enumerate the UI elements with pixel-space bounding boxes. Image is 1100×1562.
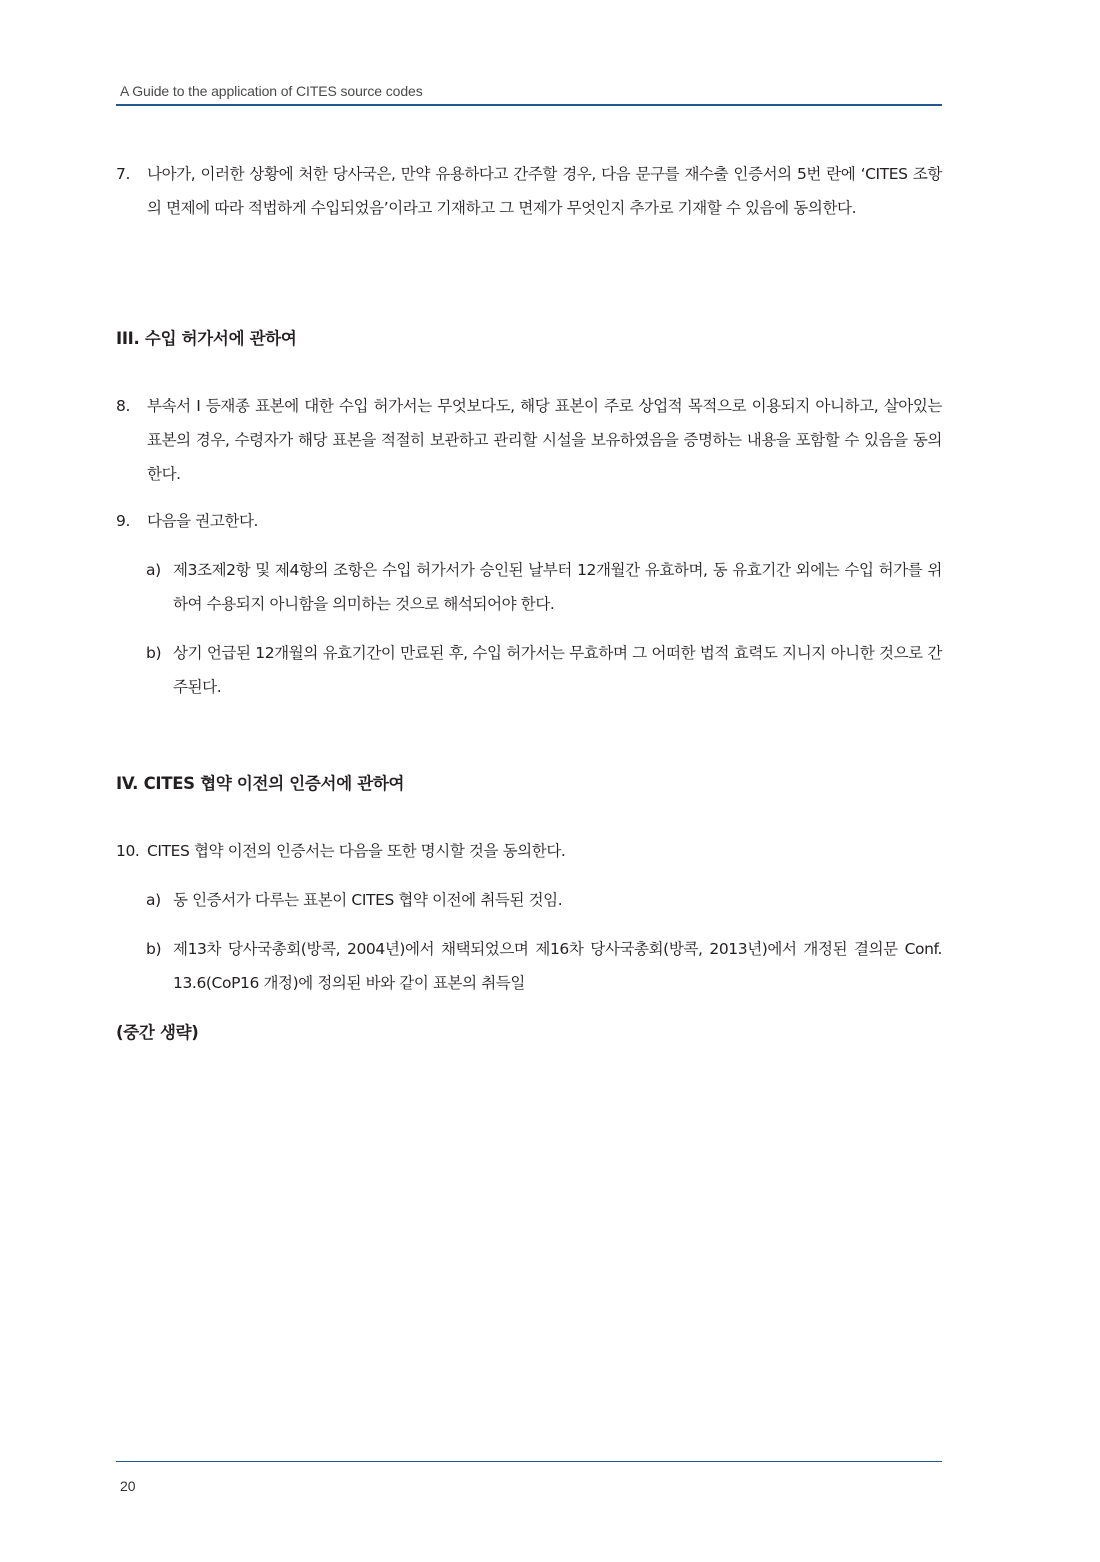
section-heading-iv: IV. CITES 협약 이전의 인증서에 관하여	[116, 774, 405, 793]
paragraph-text: 다음을 권고한다.	[147, 512, 259, 530]
paragraph-10	[116, 834, 942, 868]
paragraph-number: 9.	[116, 512, 130, 530]
omitted-note: (중간 생략)	[116, 1023, 199, 1042]
list-item-label: a)	[146, 891, 161, 909]
list-item-9b	[146, 636, 942, 704]
section-heading-iii: III. 수입 허가서에 관하여	[116, 329, 297, 348]
list-item-10a	[146, 883, 942, 917]
paragraph-number: 8.	[116, 397, 130, 415]
paragraph-8	[116, 389, 942, 491]
paragraph-number: 10.	[116, 842, 140, 860]
list-item-label: b)	[146, 644, 162, 662]
paragraph-text: 나아가, 이러한 상황에 처한 당사국은, 만약 유용하다고 간주할 경우, 다음 문구를 재수출 인증서의 5번 란에 ‘CITES 조항의 면제에 따라 적법하게 수입되었음’이라고 기재하고 그 면제가 무엇인지 추가로 기재할 수 있음에 동의한다.	[147, 165, 942, 217]
page-number: 20	[120, 1478, 136, 1494]
list-item-9a	[146, 553, 942, 621]
header-rule	[116, 104, 942, 106]
list-item-label: a)	[146, 561, 161, 579]
list-item-text: 제3조제2항 및 제4항의 조항은 수입 허가서가 승인된 날부터 12개월간 유효하며, 동 유효기간 외에는 수입 허가를 위하여 수용되지 아니함을 의미하는 것으로 해석되어야 한다.	[173, 561, 942, 613]
list-item-label: b)	[146, 940, 162, 958]
paragraph-text: 부속서 I 등재종 표본에 대한 수입 허가서는 무엇보다도, 해당 표본이 주로 상업적 목적으로 이용되지 아니하고, 살아있는 표본의 경우, 수령자가 해당 표본을 적절히 보관하고 관리할 시설을 보유하였음을 증명하는 내용을 포함할 수 있음을 동의한다.	[147, 397, 942, 483]
paragraph-7	[116, 157, 942, 225]
running-header: A Guide to the application of CITES source codes	[120, 83, 423, 99]
paragraph-9	[116, 504, 942, 538]
list-item-text: 동 인증서가 다루는 표본이 CITES 협약 이전에 취득된 것임.	[173, 891, 563, 909]
list-item-10b	[146, 932, 942, 1000]
footer-rule	[116, 1461, 942, 1462]
paragraph-number: 7.	[116, 165, 130, 183]
list-item-text: 제13차 당사국총회(방콕, 2004년)에서 채택되었으며 제16차 당사국총회(방콕, 2013년)에서 개정된 결의문 Conf. 13.6(CoP16 개정)에 정의된 바와 같이 표본의 취득일	[173, 940, 942, 992]
paragraph-text: CITES 협약 이전의 인증서는 다음을 또한 명시할 것을 동의한다.	[147, 842, 566, 860]
list-item-text: 상기 언급된 12개월의 유효기간이 만료된 후, 수입 허가서는 무효하며 그 어떠한 법적 효력도 지니지 아니한 것으로 간주된다.	[173, 644, 942, 696]
